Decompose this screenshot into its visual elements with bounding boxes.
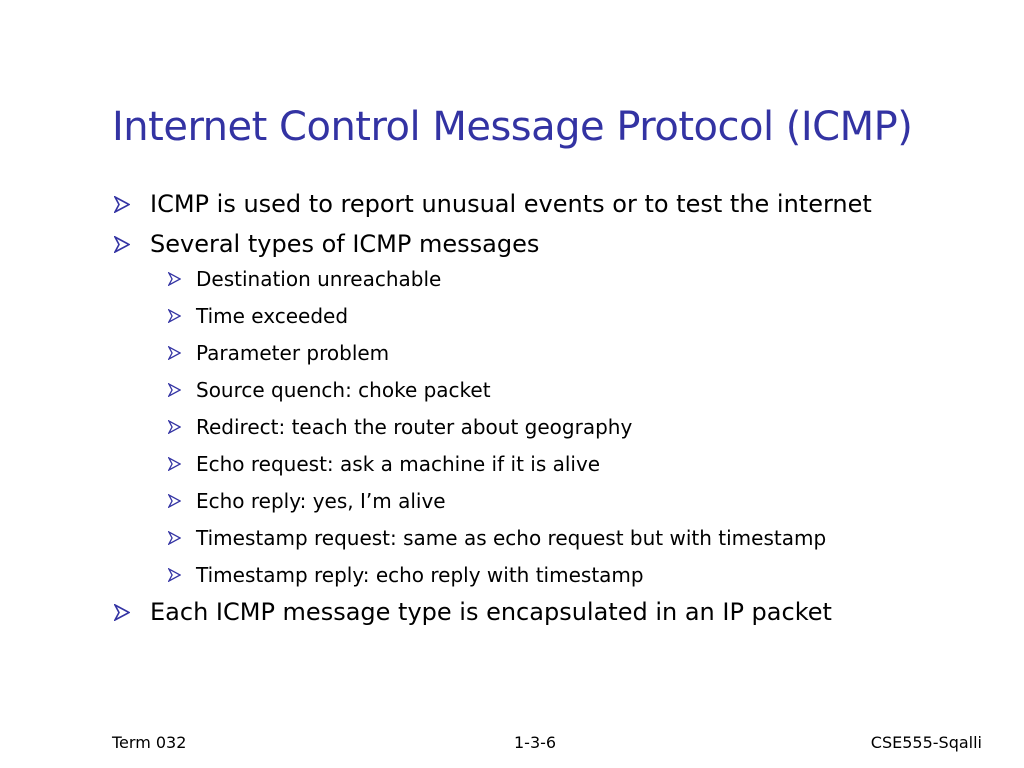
footer-slide-number: 1-3-6 (514, 733, 557, 752)
bullet-item (112, 230, 992, 258)
bullet-list (112, 190, 992, 638)
slide-title: Internet Control Message Protocol (ICMP) (112, 104, 913, 150)
sub-bullet-item (112, 341, 992, 365)
sub-bullet-item (112, 415, 992, 439)
arrow-bullet-icon (114, 236, 130, 253)
arrow-bullet-icon (168, 272, 181, 286)
sub-bullet-item (112, 526, 992, 550)
sub-bullet-text: Source quench: choke packet (196, 378, 491, 402)
arrow-bullet-icon (168, 346, 181, 360)
bullet-item (112, 598, 992, 626)
sub-bullet-text: Echo request: ask a machine if it is alive (196, 452, 601, 476)
sub-bullet-text: Redirect: teach the router about geography (196, 415, 633, 439)
sub-bullet-text: Destination unreachable (196, 267, 442, 291)
sub-bullet-text: Echo reply: yes, I’m alive (196, 489, 446, 513)
arrow-bullet-icon (168, 568, 181, 582)
sub-bullet-text: Parameter problem (196, 341, 390, 365)
footer-term: Term 032 (112, 733, 187, 752)
sub-bullet-text: Time exceeded (196, 304, 349, 328)
arrow-bullet-icon (168, 309, 181, 323)
sub-bullet-text: Timestamp request: same as echo request but with timestamp (196, 526, 827, 550)
arrow-bullet-icon (168, 383, 181, 397)
sub-bullet-item (112, 563, 992, 587)
bullet-text: Each ICMP message type is encapsulated in an IP packet (150, 598, 832, 626)
bullet-text: Several types of ICMP messages (150, 230, 540, 258)
bullet-item (112, 190, 992, 218)
sub-bullet-item (112, 489, 992, 513)
bullet-text: ICMP is used to report unusual events or to test the internet (150, 190, 872, 218)
sub-bullet-item (112, 267, 992, 291)
sub-bullet-item (112, 378, 992, 402)
arrow-bullet-icon (114, 196, 130, 213)
arrow-bullet-icon (114, 604, 130, 621)
arrow-bullet-icon (168, 494, 181, 508)
footer-course: CSE555-Sqalli (870, 733, 982, 752)
arrow-bullet-icon (168, 420, 181, 434)
sub-bullet-item (112, 452, 992, 476)
arrow-bullet-icon (168, 457, 181, 471)
sub-bullet-item (112, 304, 992, 328)
sub-bullet-text: Timestamp reply: echo reply with timestamp (196, 563, 644, 587)
arrow-bullet-icon (168, 531, 181, 545)
